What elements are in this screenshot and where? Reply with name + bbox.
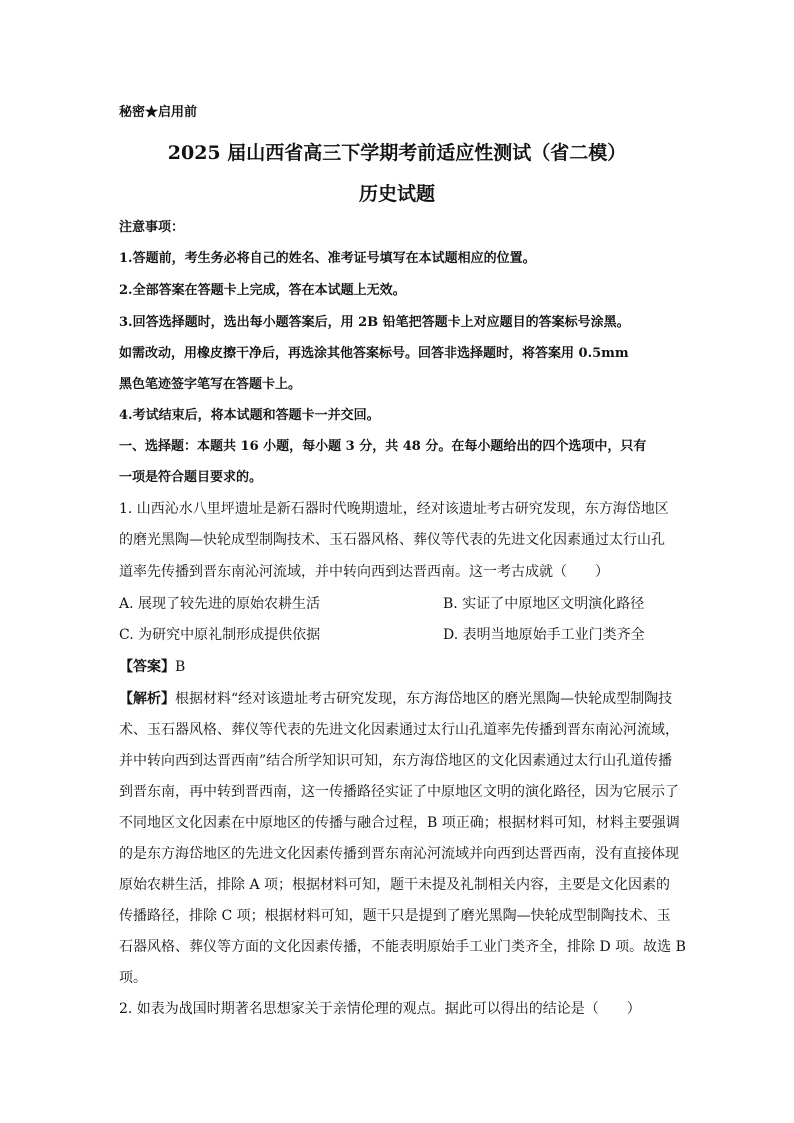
option-a: A. 展现了较先进的原始农耕生活 [119, 596, 321, 612]
notice-heading: 注意事项： [119, 220, 185, 235]
answer-line [119, 656, 679, 676]
answer-label: 【答案】 [119, 659, 175, 675]
notice-item: 1.答题前，考生务必将自己的姓名、准考证号填写在本试题相应的位置。 [119, 251, 536, 266]
option-b: B. 实证了中原地区文明演化路径 [443, 596, 645, 612]
analysis-text: 根据材料“经对该遗址考古研究发现，东方海岱地区的磨光黑陶—快轮成型制陶技 [175, 691, 673, 707]
notice-item: 2.全部答案在答题卡上完成，答在本试题上无效。 [119, 283, 406, 298]
question-1-stem: 1. 山西沁水八里坪遗址是新石器时代晚期遗址，经对该遗址考古研究发现，东方海岱地区 [119, 501, 669, 517]
answer-value: B [175, 659, 186, 675]
notice-item: 如需改动，用橡皮擦干净后，再选涂其他答案标号。回答非选择题时，将答案用 0.5mm [119, 346, 629, 361]
section-heading-cont: 一项是符合题目要求的。 [119, 470, 263, 485]
section-heading: 一、选择题：本题共 16 小题，每小题 3 分，共 48 分。在每小题给出的四个选项中，只有 [119, 439, 647, 454]
secret-label: 秘密★启用前 [119, 105, 198, 120]
analysis-text: 石器风格、葬仪等方面的文化因素传播，不能表明原始手工业门类齐全，排除 D 项。故选 B [119, 939, 686, 955]
option-d: D. 表明当地原始手工业门类齐全 [443, 627, 645, 643]
analysis-text: 并中转向西到达晋西南”结合所学知识可知，东方海岱地区的文化因素通过太行山孔道传播 [119, 753, 673, 769]
notice-item: 3.回答选择题时，选出每小题答案后，用 2B 铅笔把答题卡上对应题目的答案标号涂黑。 [119, 315, 630, 330]
analysis-text: 到晋东南，再中转到晋西南，这一传播路径实证了中原地区文明的演化路径，因为它展示了 [119, 784, 679, 800]
notice-item: 黑色笔迹签字笔写在答题卡上。 [119, 377, 302, 392]
analysis-text: 项。 [119, 970, 147, 986]
question-2-stem: 2. 如表为战国时期著名思想家关于亲情伦理的观点。据此可以得出的结论是（ ） [119, 1001, 641, 1017]
exam-title: 2025 届山西省高三下学期考前适应性测试（省二模） [167, 142, 627, 164]
subject-title: 历史试题 [358, 183, 435, 205]
analysis-text: 不同地区文化因素在中原地区的传播与融合过程，B 项正确；根据材料可知，材料主要强调 [119, 815, 680, 831]
analysis-text: 传播路径，排除 C 项；根据材料可知，题干只是提到了磨光黑陶—快轮成型制陶技术、玉 [119, 908, 671, 924]
analysis-text: 的是东方海岱地区的先进文化因素传播到晋东南沁河流域并向西到达晋西南，没有直接体现 [119, 846, 679, 862]
analysis-text: 原始农耕生活，排除 A 项；根据材料可知，题干未提及礼制相关内容，主要是文化因素的 [119, 877, 671, 893]
notice-item: 4.考试结束后，将本试题和答题卡一并交回。 [119, 408, 380, 423]
question-1-stem: 的磨光黑陶—快轮成型制陶技术、玉石器风格、葬仪等代表的先进文化因素通过太行山孔 [119, 532, 665, 548]
option-c: C. 为研究中原礼制形成提供依据 [119, 627, 321, 643]
analysis-text: 术、玉石器风格、葬仪等代表的先进文化因素通过太行山孔道率先传播到晋东南沁河流域， [119, 722, 679, 738]
analysis-line [119, 688, 679, 708]
question-1-stem: 道率先传播到晋东南沁河流域，并中转向西到达晋西南。这一考古成就（ ） [119, 564, 609, 580]
analysis-label: 【解析】 [119, 691, 175, 707]
